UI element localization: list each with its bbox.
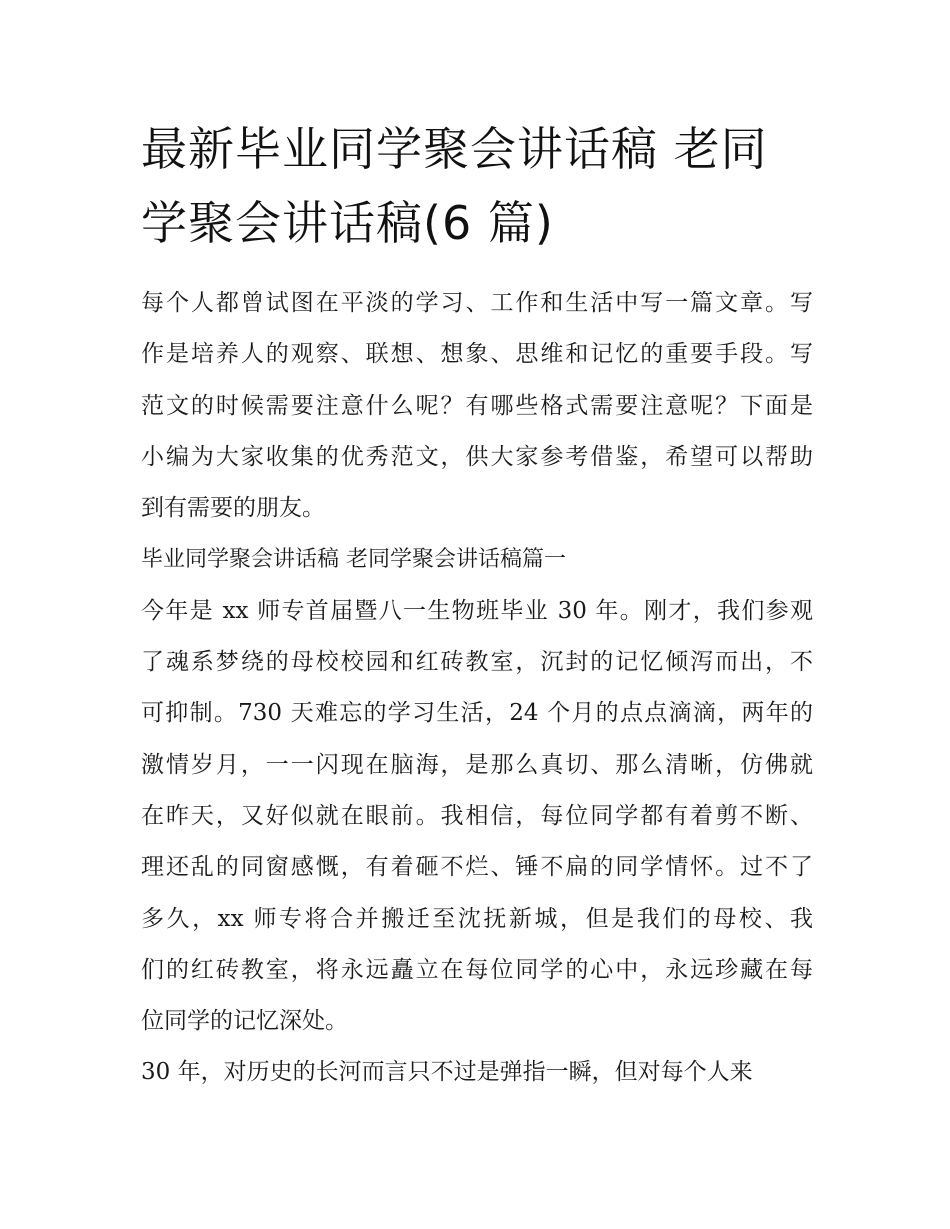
text-line: 今年是 xx 师专首届暨八一生物班毕业 30 年。刚才，我们参观 xyxy=(141,597,813,624)
document-content xyxy=(141,112,813,1099)
text-line: 30 年，对历史的长河而言只不过是弹指一瞬，但对每个人来 xyxy=(141,1059,753,1086)
text-line: 激情岁月，一一闪现在脑海，是那么真切、那么清晰，仿佛就 xyxy=(141,751,813,778)
title-line: 最新毕业同学聚会讲话稿 老同 xyxy=(141,122,768,176)
body-paragraph-2 xyxy=(141,1047,813,1098)
text-line: 范文的时候需要注意什么呢？有哪些格式需要注意呢？下面是 xyxy=(141,392,813,419)
text-line: 小编为大家收集的优秀范文，供大家参考借鉴，希望可以帮助 xyxy=(141,443,813,470)
text-line: 位同学的记忆深处。 xyxy=(141,1008,348,1035)
text-line: 在昨天，又好似就在眼前。我相信，每位同学都有着剪不断、 xyxy=(141,802,813,829)
text-line: 到有需要的朋友。 xyxy=(141,495,325,522)
text-line: 可抑制。730 天难忘的学习生活，24 个月的点点滴滴，两年的 xyxy=(141,700,813,727)
document-title xyxy=(141,112,813,260)
text-line: 作是培养人的观察、联想、想象、思维和记忆的重要手段。写 xyxy=(141,341,813,368)
section-heading: 毕业同学聚会讲话稿 老同学聚会讲话稿篇一 xyxy=(141,547,566,573)
title-line: 学聚会讲话稿(6 篇) xyxy=(141,196,554,250)
intro-paragraph xyxy=(141,278,813,534)
text-line: 们的红砖教室，将永远矗立在每位同学的心中，永远珍藏在每 xyxy=(141,956,813,983)
body-paragraph-1 xyxy=(141,586,813,1048)
text-line: 理还乱的同窗感慨，有着砸不烂、锤不扁的同学情怀。过不了 xyxy=(141,854,813,881)
text-line: 多久，xx 师专将合并搬迁至沈抚新城，但是我们的母校、我 xyxy=(141,905,813,932)
text-line: 每个人都曾试图在平淡的学习、工作和生活中写一篇文章。写 xyxy=(141,290,813,316)
text-line: 了魂系梦绕的母校校园和红砖教室，沉封的记忆倾泻而出，不 xyxy=(141,649,813,676)
